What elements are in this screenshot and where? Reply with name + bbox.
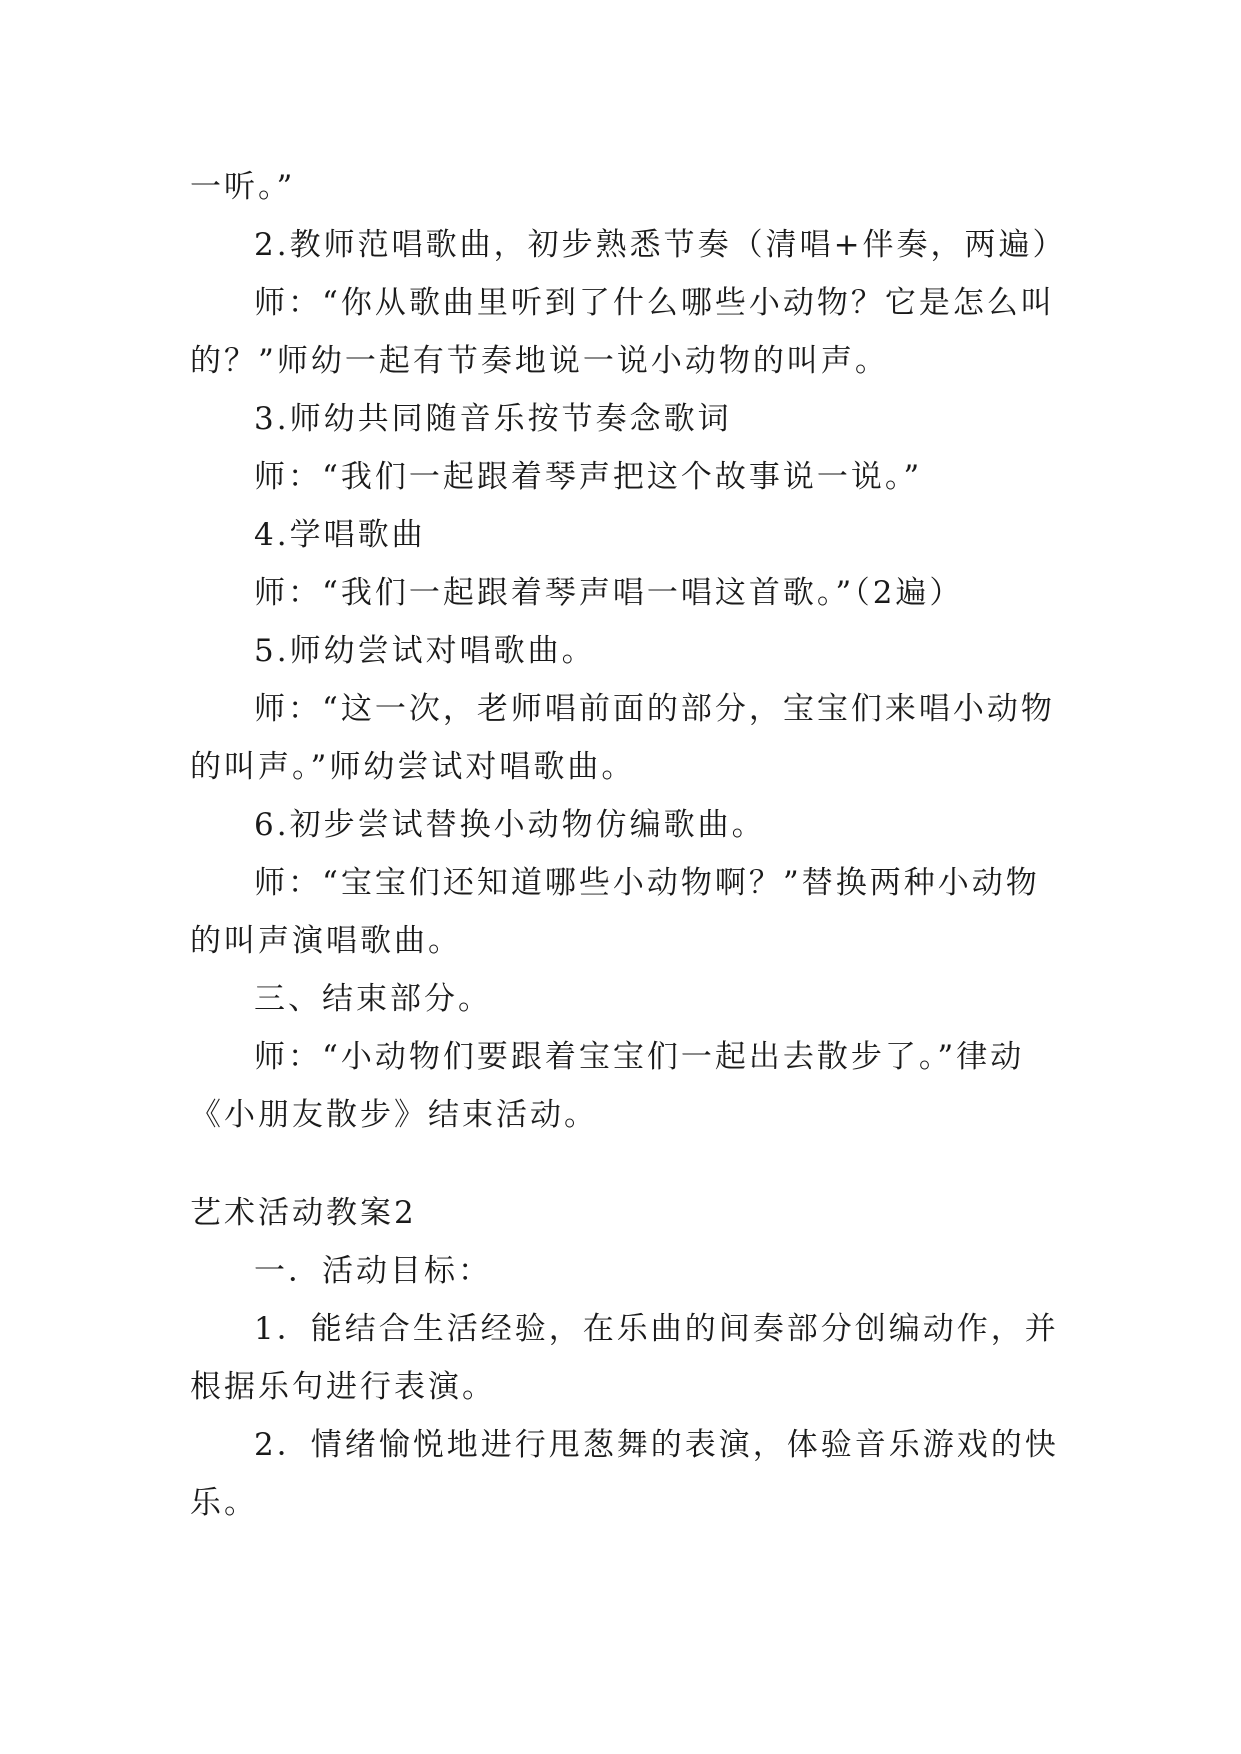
document-body (190, 158, 1067, 1532)
section-title: 艺术活动教案2 (190, 1195, 417, 1231)
teacher-dialogue-line: 师：“小动物们要跟着宝宝们一起出去散步了。”律动 (254, 1039, 1025, 1075)
paragraph-line: 一听。” (190, 169, 296, 205)
step-5-heading: 5.师幼尝试对唱歌曲。 (254, 633, 596, 669)
paragraph-line: 的？”师幼一起有节奏地说一说小动物的叫声。 (190, 343, 889, 379)
teacher-dialogue-line: 师：“宝宝们还知道哪些小动物啊？”替换两种小动物 (254, 865, 1040, 901)
paragraph-line: 的叫声演唱歌曲。 (190, 923, 462, 959)
objective-2-line: 2．情绪愉悦地进行甩葱舞的表演，体验音乐游戏的快 (254, 1427, 1059, 1463)
objectives-heading: 一．活动目标： (254, 1253, 492, 1289)
step-3-heading: 3.师幼共同随音乐按节奏念歌词 (254, 401, 732, 437)
paragraph-line: 的叫声。”师幼尝试对唱歌曲。 (190, 749, 636, 785)
paragraph-line: 乐。 (190, 1485, 258, 1521)
objective-1-line: 1．能结合生活经验，在乐曲的间奏部分创编动作，并 (254, 1311, 1059, 1347)
teacher-dialogue-line: 师：“我们一起跟着琴声唱一唱这首歌。”（2遍） (254, 575, 964, 611)
paragraph-line: 根据乐句进行表演。 (190, 1369, 496, 1405)
part-3-heading: 三、结束部分。 (254, 981, 492, 1017)
teacher-dialogue-line: 师：“我们一起跟着琴声把这个故事说一说。” (254, 459, 923, 495)
paragraph-line: 《小朋友散步》结束活动。 (190, 1097, 598, 1133)
step-2-heading: 2.教师范唱歌曲，初步熟悉节奏（清唱+伴奏，两遍） (254, 227, 1067, 263)
step-4-heading: 4.学唱歌曲 (254, 517, 426, 553)
step-6-heading: 6.初步尝试替换小动物仿编歌曲。 (254, 807, 766, 843)
teacher-dialogue-line: 师：“你从歌曲里听到了什么哪些小动物？它是怎么叫 (254, 285, 1055, 321)
teacher-dialogue-line: 师：“这一次，老师唱前面的部分，宝宝们来唱小动物 (254, 691, 1055, 727)
